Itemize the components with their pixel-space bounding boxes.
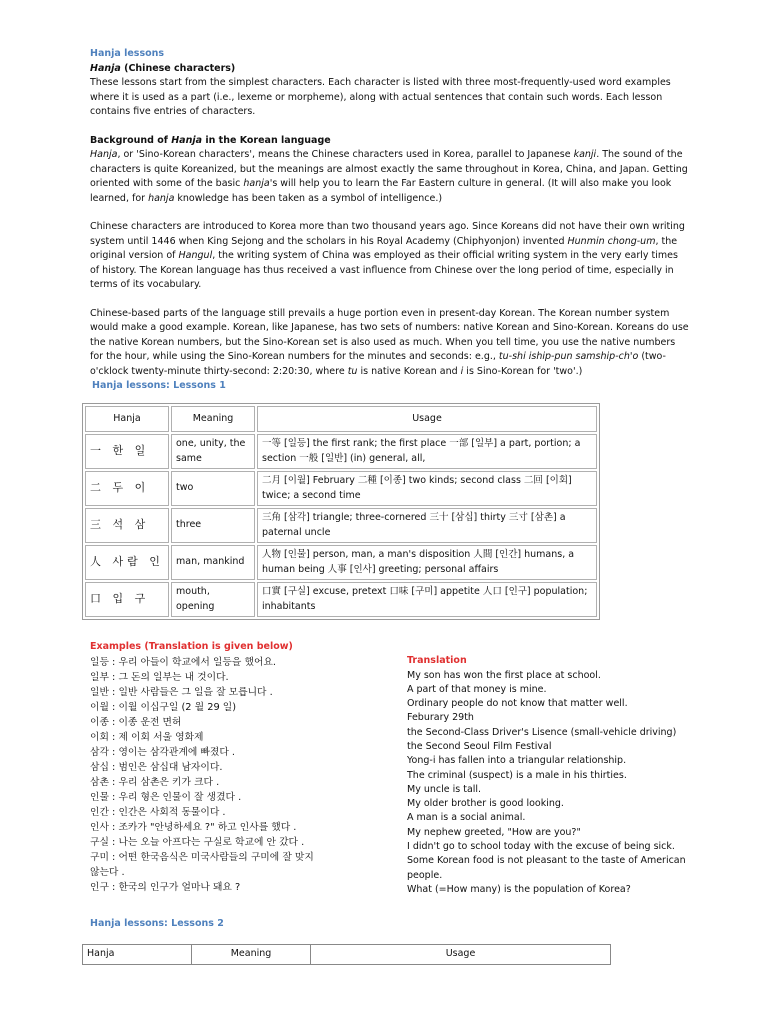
translation-line: My uncle is tall. [407, 783, 482, 795]
meaning-cell: one, unity, the same [171, 434, 255, 469]
table-header-row [83, 945, 611, 965]
text-run: kanji [573, 149, 597, 160]
intro-paragraph: These lessons start from the simplest characters. Each character is listed with three most-frequently-used word examples where it is used as a part (i.e., lexeme or morpheme), along with actual sentences that contain such words. Each lesson contains five entries of characters. [90, 77, 671, 117]
translation-line: the Second-Class Driver's Lisence (small-vehicle driving) [407, 726, 677, 738]
meaning-cell: man, mankind [171, 545, 255, 580]
text-run: knowledge has been taken as a symbol of intelligence.) [174, 192, 443, 204]
translation-line: My older brother is good looking. [407, 798, 564, 810]
example-line: 이월 : 이월 이십구일 (2 월 29 일) [90, 701, 237, 713]
example-line: 삼십 : 범인은 삼십대 남자이다. [90, 761, 223, 773]
table-header-row [85, 406, 597, 432]
header-usage: Usage [311, 945, 611, 965]
example-line: 인사 : 조카가 "안녕하세요 ?" 하고 인사를 했다 . [90, 821, 297, 833]
meaning-cell: three [171, 508, 255, 543]
usage-cell: 三角 [삼각] triangle; three-cornered 三十 [삼십] thirty 三寸 [삼촌] a paternal uncle [257, 508, 597, 543]
example-line: 구미 : 어떤 한국음식은 미국사람들의 구미에 잘 맞지 [90, 851, 314, 863]
text-run: , or 'Sino-Korean characters', means the Chinese characters used in Korea, parallel to Japanese [117, 149, 574, 160]
translation-line: What (=How many) is the population of Korea? [407, 883, 631, 895]
hanja-cell: 二 두 이 [85, 471, 169, 506]
example-line: 일등 : 우리 아들이 학교에서 일등을 했어요. [90, 656, 276, 668]
example-line: 일반 : 일반 사람들은 그 일을 잘 모릅니다 . [90, 686, 273, 698]
example-line: 삼촌 : 우리 삼촌은 키가 크다 . [90, 776, 220, 788]
translation-line: the Second Seoul Film Festival [407, 740, 552, 752]
text-run: is native Korean and [357, 365, 461, 377]
hanja-cell: 人 사람 인 [85, 545, 169, 580]
example-line: 인물 : 우리 형은 인물이 잘 생겼다 . [90, 791, 242, 803]
text-run: hanja [148, 192, 175, 204]
header-usage: Usage [257, 406, 597, 432]
usage-cell: 人物 [인물] person, man, a man's disposition 人間 [인간] humans, a human being 人事 [인사] greeting; personal affairs [257, 545, 597, 580]
header-meaning: Meaning [171, 406, 255, 432]
examples-block [90, 640, 390, 895]
example-line: 않는다 . [90, 866, 125, 878]
translation-line: Feburary 29th [407, 712, 474, 724]
examples-heading: Examples (Translation is given below) [90, 641, 293, 652]
hanja-cell: 三 석 삼 [85, 508, 169, 543]
table-row [85, 508, 597, 543]
table-row [85, 582, 597, 617]
text-run: Chinese characters are introduced to Korea more than two thousand years ago. Since Koreans did not have their own writing system until 1446 when King Sejong and the scholars in his Royal Academy (Chiphyonjon) invented [90, 221, 685, 247]
meaning-cell: two [171, 471, 255, 506]
translation-line: The criminal (suspect) is a male in his thirties. [407, 769, 627, 781]
text-run: Chinese-based parts of the language still prevails a huge portion even in present-day Korean. The Korean number system would make a good example. Korean, like Japanese, has two sets of numbers: native Korean and Sino-Korean. Koreans do use the native Korean numbers, but the Sino-Korean set is also used as much. When you tell time, you use the native numbers for the hour, while using the Sino-Korean numbers for the minutes and seconds: e.g., [90, 307, 689, 362]
text-run: Hanja [90, 149, 118, 160]
background-paragraph-3 [90, 307, 690, 380]
background-heading: Background of Hanja in the Korean language [90, 134, 331, 146]
background-paragraph-2 [90, 220, 690, 293]
table-row [85, 545, 597, 580]
text-run: Hunmin chong-um [567, 235, 656, 247]
background-paragraph-1 [90, 148, 690, 206]
translation-block [407, 654, 687, 897]
header-meaning: Meaning [192, 945, 311, 965]
translation-line: Yong-i has fallen into a triangular relationship. [407, 755, 627, 767]
translation-line: A part of that money is mine. [407, 683, 547, 695]
header-hanja: Hanja [85, 406, 169, 432]
translation-line: Some Korean food is not pleasant to the taste of American people. [407, 855, 686, 881]
example-line: 삼각 : 영이는 삼각관계에 빠졌다 . [90, 746, 236, 758]
meaning-cell: mouth, opening [171, 582, 255, 617]
table-row [85, 434, 597, 469]
example-line: 구실 : 나는 오늘 아프다는 구실로 학교에 안 갔다 . [90, 836, 305, 848]
text-run: (two-o'cklock twenty-minute thirty-second: 2:20:30, where [90, 351, 666, 377]
text-run: tu-shi iship-pun samship-ch'o [498, 351, 639, 362]
translation-line: My nephew greeted, "How are you?" [407, 826, 581, 838]
table-row [85, 471, 597, 506]
hanja-cell: 一 한 일 [85, 434, 169, 469]
document-body [90, 47, 690, 394]
lesson2-table [82, 944, 611, 965]
text-run: hanja [243, 178, 270, 189]
translation-line: A man is a social animal. [407, 812, 526, 824]
header-hanja: Hanja [83, 945, 192, 965]
text-run: . The sound of the characters is quite Koreanized, but the meanings are almost exactly the same throughout in Korea, China, and Japan. Getting oriented with some of the basic [90, 149, 688, 189]
example-line: 이종 : 이종 운전 면허 [90, 716, 182, 728]
text-run: is Sino-Korean for 'two'.) [463, 365, 583, 377]
translation-heading: Translation [407, 655, 467, 666]
usage-cell: 一等 [일등] the first rank; the first place 一部 [일부] a part, portion; a section 一般 [일반] (in) general, all, [257, 434, 597, 469]
translation-line: I didn't go to school today with the excuse of being sick. [407, 841, 675, 853]
text-run: i [460, 365, 464, 377]
hanja-cell: 口 입 구 [85, 582, 169, 617]
text-run: tu [347, 365, 358, 377]
example-line: 이회 : 제 이회 서울 영화제 [90, 731, 204, 743]
example-line: 일부 : 그 돈의 일부는 내 것이다. [90, 671, 229, 683]
text-run: 's will help you to learn the Far Eastern culture in general. (It will also make you look learned, for [90, 178, 672, 204]
translation-line: My son has won the first place at school. [407, 669, 601, 681]
text-run: Hangul [178, 250, 213, 261]
lesson1-table [82, 403, 600, 620]
usage-cell: 二月 [이월] February 二種 [이종] two kinds; second class 二回 [이회] twice; a second time [257, 471, 597, 506]
usage-cell: 口實 [구실] excuse, pretext 口味 [구미] appetite 人口 [인구] population; inhabitants [257, 582, 597, 617]
example-line: 인구 : 한국의 인구가 얼마나 돼요 ? [90, 881, 241, 893]
example-line: 인간 : 인간은 사회적 동물이다 . [90, 806, 226, 818]
translation-line: Ordinary people do not know that matter well. [407, 698, 628, 710]
subtitle: Hanja (Chinese characters) [90, 62, 236, 74]
lesson1-heading: Hanja lessons: Lessons 1 [92, 380, 226, 391]
text-run: , the writing system of China was employed as their official writing system in the very early times of history. The Korean language has thus received a vast influence from Chinese over the long period of time, especially in terms of its vocabulary. [90, 250, 678, 290]
section-title: Hanja lessons [90, 48, 165, 59]
text-run: , the original version of [90, 235, 678, 261]
lesson2-heading: Hanja lessons: Lessons 2 [90, 918, 224, 929]
